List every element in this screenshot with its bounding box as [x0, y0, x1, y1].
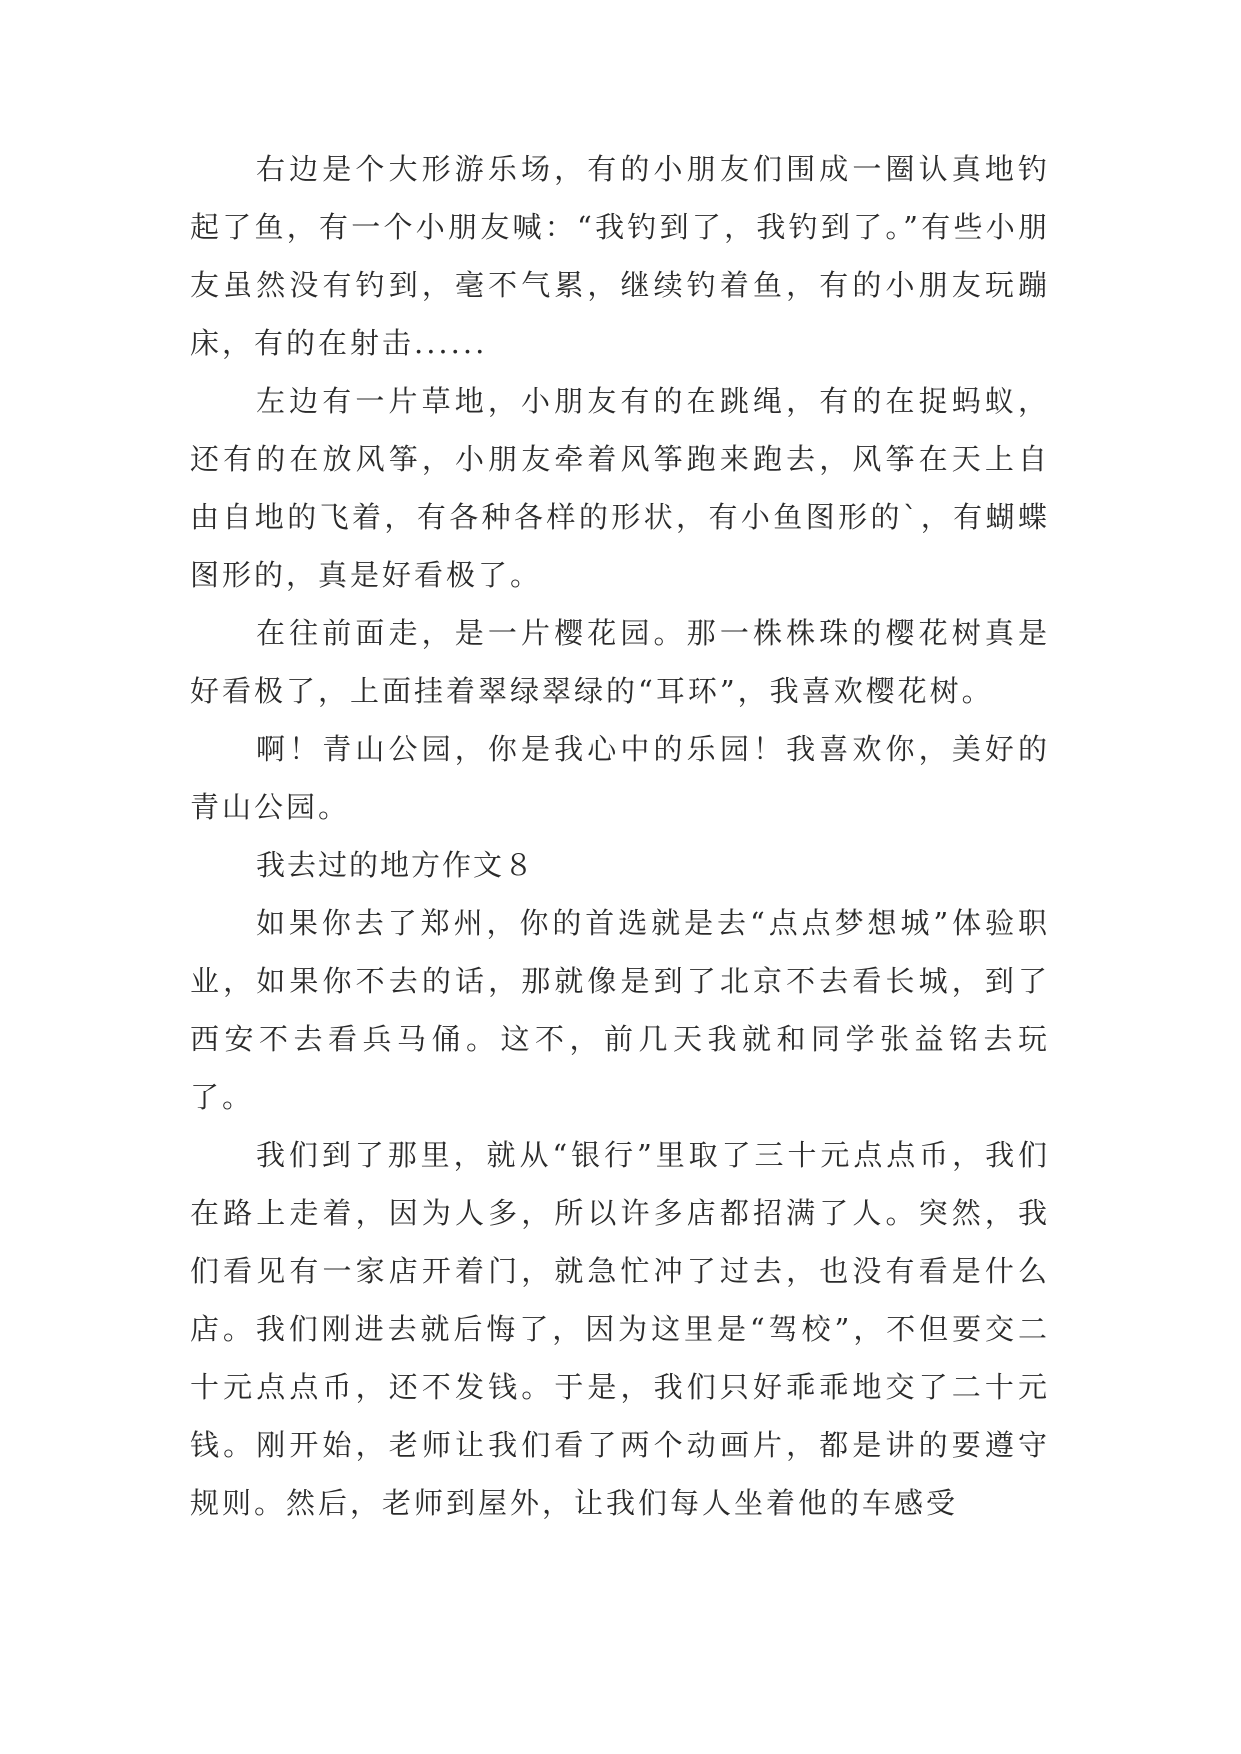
- section-title: 我去过的地方作文８: [256, 848, 536, 882]
- paragraph: 我们到了那里，就从“银行”里取了三十元点点币，我们在路上走着，因为人多，所以许多店都招满了人。突然，我们看见有一家店开着门，就急忙冲了过去，也没有看是什么店。我们刚进去就后悔了，因为这里是“驾校”，不但要交二十元点点币，还不发钱。于是，我们只好乖乖地交了二十元钱。刚开始，老师让我们看了两个动画片，都是讲的要遵守规则。然后，老师到屋外，让我们每人坐着他的车感受: [190, 1138, 1050, 1520]
- paragraph: 啊！青山公园，你是我心中的乐园！我喜欢你，美好的青山公园。: [190, 732, 1050, 824]
- paragraph: 左边有一片草地，小朋友有的在跳绳，有的在捉蚂蚁，还有的在放风筝，小朋友牵着风筝跑来跑去，风筝在天上自由自地的飞着，有各种各样的形状，有小鱼图形的`，有蝴蝶图形的，真是好看极了。: [190, 384, 1050, 592]
- paragraph: 如果你去了郑州，你的首选就是去“点点梦想城”体验职业，如果你不去的话，那就像是到了北京不去看长城，到了西安不去看兵马俑。这不，前几天我就和同学张益铭去玩了。: [190, 906, 1050, 1114]
- document-page: [190, 140, 1050, 1532]
- paragraph: 在往前面走，是一片樱花园。那一株株珠的樱花树真是好看极了，上面挂着翠绿翠绿的“耳环”，我喜欢樱花树。: [190, 616, 1050, 708]
- paragraph: 右边是个大形游乐场，有的小朋友们围成一圈认真地钓起了鱼，有一个小朋友喊：“我钓到了，我钓到了。”有些小朋友虽然没有钓到，毫不气累，继续钓着鱼，有的小朋友玩蹦床，有的在射击......: [190, 152, 1050, 360]
